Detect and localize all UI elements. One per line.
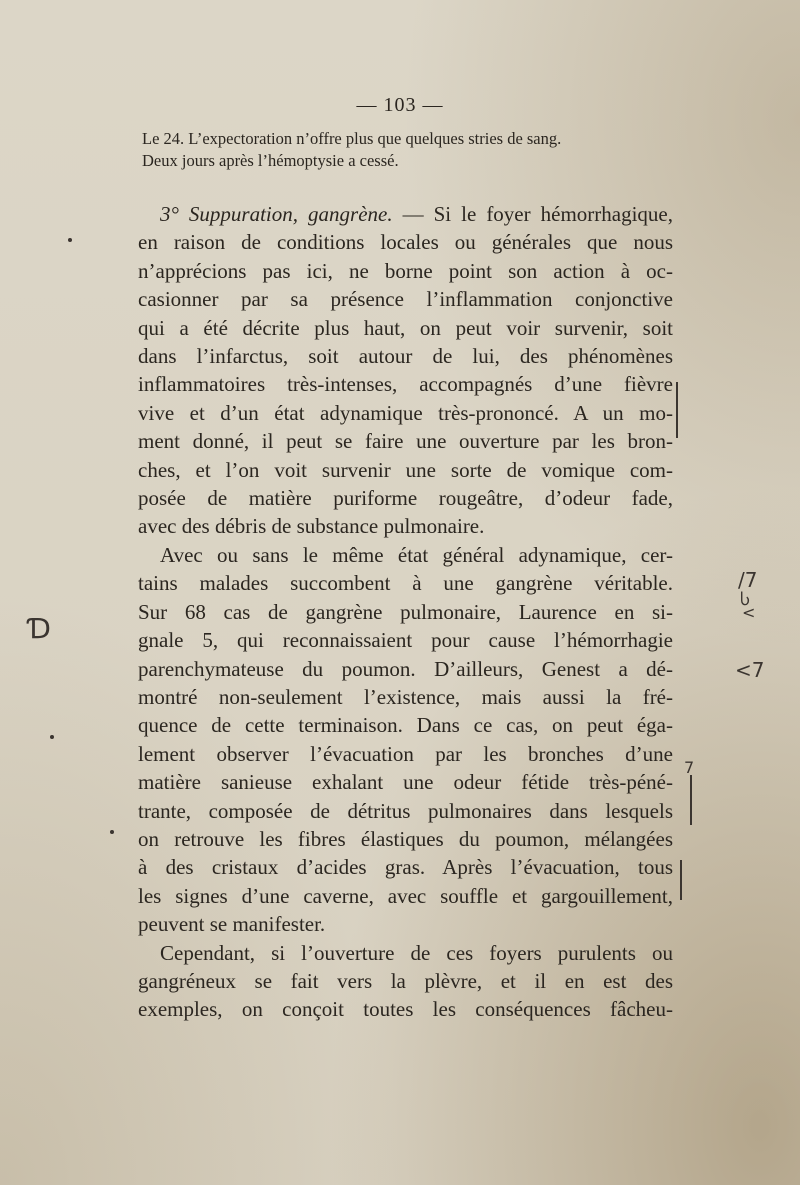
text-run: — Si le foyer hémorrhagique, xyxy=(392,202,674,226)
footnote xyxy=(142,128,672,172)
page-number: — 103 — xyxy=(356,94,444,116)
text-line: trante, composée de détritus pulmonaires dans lesquels xyxy=(138,798,673,823)
text-line: lement observer l’évacuation par les bronches d’une xyxy=(138,741,673,766)
margin-note-right: <7 xyxy=(735,658,765,682)
text-line: tains malades succombent à une gangrène véritable. xyxy=(138,571,673,596)
margin-dot xyxy=(110,830,114,834)
text-line: n’apprécions pas ici, ne borne point son action à oc- xyxy=(138,258,673,283)
text-line: gnale 5, qui reconnaissaient pour cause l’hémorrhagie xyxy=(138,628,673,653)
text-line: Cependant, si l’ouverture de ces foyers purulents ou xyxy=(160,940,673,965)
text-line: Avec ou sans le même état général adynamique, cer- xyxy=(160,542,673,567)
text-line: les signes d’une caverne, avec souffle et gargouillement, xyxy=(138,883,673,908)
text-line: qui a été décrite plus haut, on peut voir survenir, soit xyxy=(138,315,673,340)
paragraph-first-line xyxy=(138,200,673,228)
margin-note-left: Ɗ xyxy=(28,612,51,645)
margin-note-right: /7 xyxy=(738,568,758,592)
margin-dot xyxy=(68,238,72,242)
margin-note-right: Ⴑ xyxy=(740,590,750,609)
text-line: quence de cette terminaison. Dans ce cas, on peut éga- xyxy=(138,713,673,738)
main-text xyxy=(138,200,673,1024)
margin-bracket xyxy=(680,860,682,900)
footnote-line: Le 24. L’expectoration n’offre plus que quelques stries de sang. xyxy=(142,129,562,148)
text-line: en raison de conditions locales ou générales que nous xyxy=(138,230,673,255)
text-line: on retrouve les fibres élastiques du poumon, mélangées xyxy=(138,826,673,851)
text-line: casionner par sa présence l’inflammation conjonctive xyxy=(138,287,673,312)
text-line: dans l’infarctus, soit autour de lui, des phénomènes xyxy=(138,344,673,369)
text-line: montré non-seulement l’existence, mais aussi la fré- xyxy=(138,684,673,709)
text-line: avec des débris de substance pulmonaire. xyxy=(138,514,485,539)
text-line: matière sanieuse exhalant une odeur fétide très-péné- xyxy=(138,770,673,795)
text-line: vive et d’un état adynamique très-prononcé. A un mo- xyxy=(138,400,673,425)
margin-dot xyxy=(50,735,54,739)
section-heading: 3° Suppuration, gangrène. xyxy=(160,202,393,226)
margin-bracket xyxy=(690,775,692,825)
text-line: gangréneux se fait vers la plèvre, et il en est des xyxy=(138,968,673,993)
text-line: posée de matière puriforme rougeâtre, d’odeur fade, xyxy=(138,486,673,511)
text-line: ment donné, il peut se faire une ouverture par les bron- xyxy=(138,429,673,454)
text-line: exemples, on conçoit toutes les conséquences fâcheu- xyxy=(138,997,673,1022)
footnote-line: Deux jours après l’hémoptysie a cessé. xyxy=(142,151,399,170)
text-line: Sur 68 cas de gangrène pulmonaire, Laurence en si- xyxy=(138,599,673,624)
text-line: parenchymateuse du poumon. D’ailleurs, Genest a dé- xyxy=(138,656,673,681)
text-line: inflammatoires très-intenses, accompagnés d’une fièvre xyxy=(138,372,673,397)
text-line: ches, et l’on voit survenir une sorte de vomique com- xyxy=(138,457,673,482)
margin-bracket xyxy=(676,382,678,438)
margin-note-right: < xyxy=(742,603,756,622)
text-line: peuvent se manifester. xyxy=(138,912,326,937)
margin-note-bracket-mark: 7 xyxy=(684,758,695,777)
text-line: à des cristaux d’acides gras. Après l’évacuation, tous xyxy=(138,855,673,880)
